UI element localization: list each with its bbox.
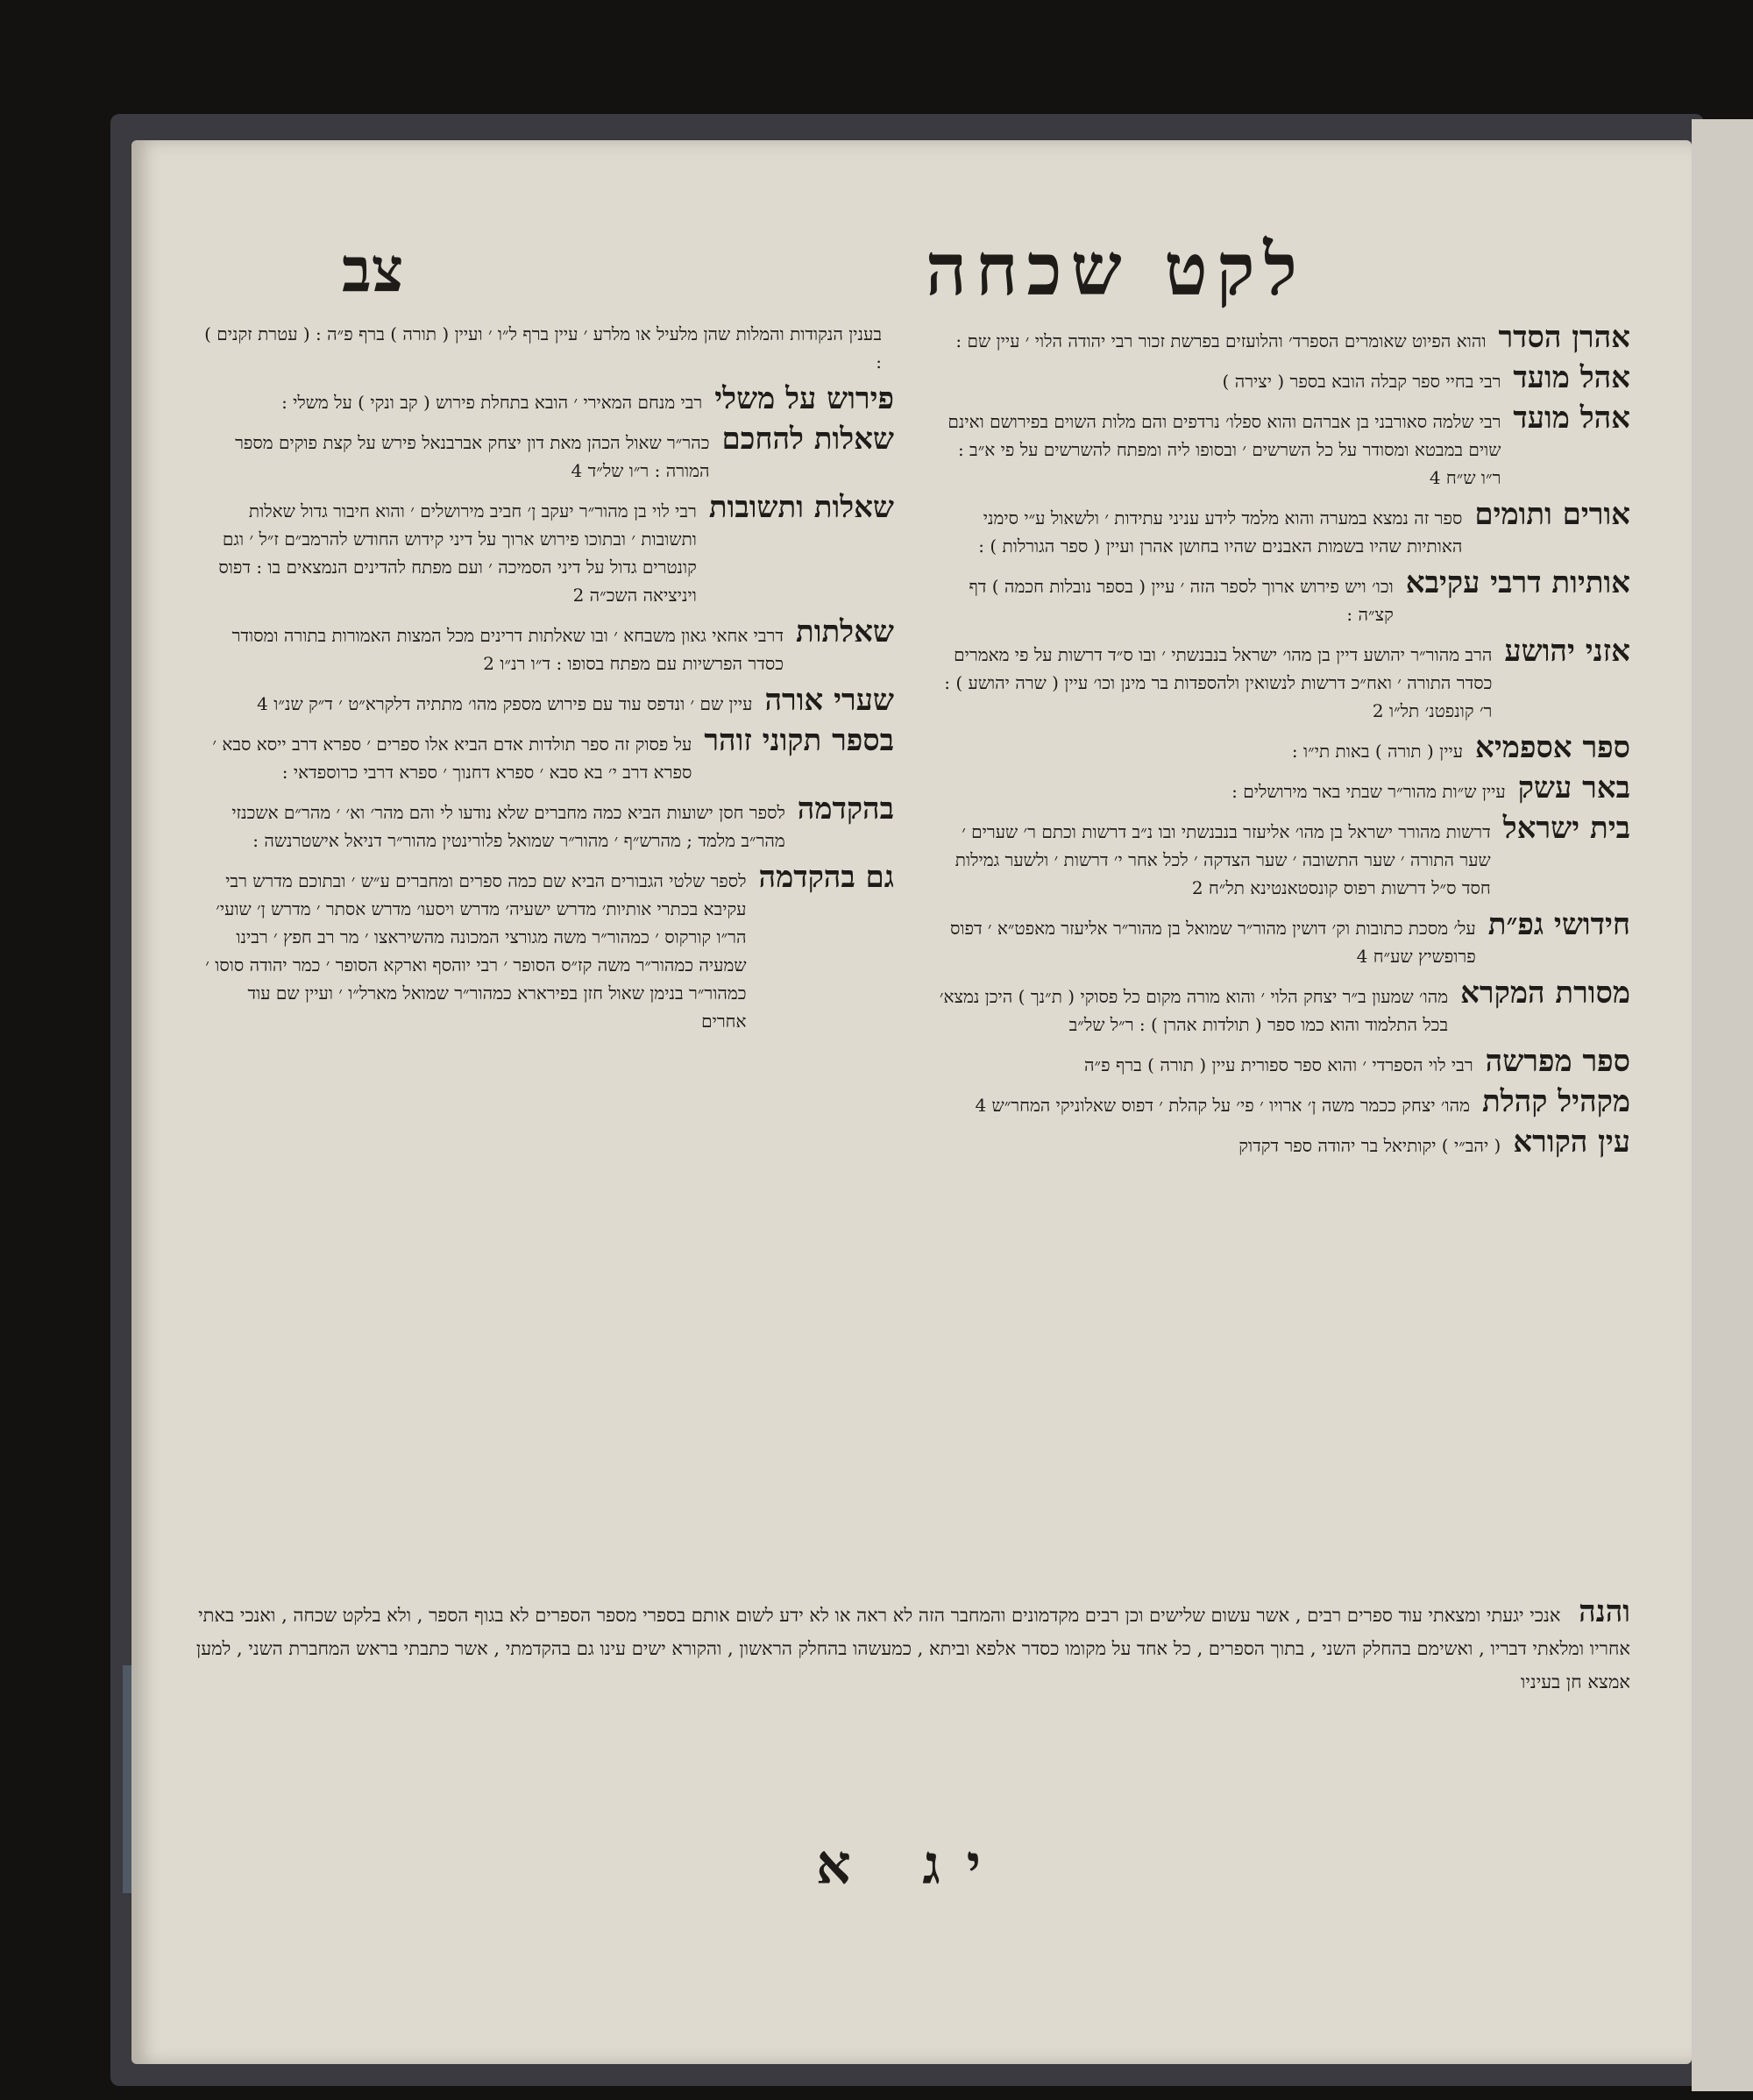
entry <box>202 490 894 609</box>
entry-term: אורים ותומים <box>1474 497 1630 532</box>
book-page <box>131 140 1692 2064</box>
entry-text: כהר״ר שאול הכהן מאת דון יצחק אברבנאל פירש על קצת פוקים מספר המורה : ר״ו של״ד 4 <box>235 432 710 481</box>
entry-text: רבי מנחם המאירי ׳ הובא בתחלת פירוש ( קב ונקי ) על משלי : <box>281 392 703 413</box>
page-number: צב <box>342 233 404 306</box>
entry <box>938 320 1630 355</box>
entry <box>202 683 894 718</box>
entry-text: עיין שם ׳ ונדפס עוד עם פירוש מספק מהו׳ מתתיה דלקרא״ט ׳ ד״ק שנ״ו 4 <box>257 693 753 714</box>
entry-text: בענין הנקודות והמלות שהן מלעיל או מלרע ׳ עיין ברף ל״ו ׳ ועיין ( תורה ) ברף פ״ה : ( עטרת זקנים ) : <box>204 323 882 372</box>
entry <box>202 422 894 485</box>
signature-mark: יג א <box>815 1833 1008 1897</box>
entry-text: ספר זה נמצא במערה והוא מלמד לידע עניני עתידות ׳ ולשאול ע״י סימני האותיות שהיו בשמות האבנים שהיו בחושן אהרן ועיין ( ספר הגורלות ) : <box>978 507 1463 557</box>
entry-term: בספר תקוני זוהר <box>704 723 894 758</box>
closing-lead-word: והנה <box>1579 1594 1630 1629</box>
entry-term: עין הקורא <box>1513 1124 1630 1160</box>
closing-text: אנכי יגעתי ומצאתי עוד ספרים רבים , אשר עשום שלישים וכן רבים מקדמונים והמחבר הזה לא ראה או לא ידע לשום אותם בספרי מספר הספרים לא בגוף הספר , ולא בלקט שכחה , ואנכי באתי אחריו ומלאתי דבריו , ואשימם בהחלק השני , בתוך הספרים , כל אחד על מקומו כסדר אלפא וביתא , כמעשהו בהחלק הראשון , והקורא ישים עינו גם בהקדמתי , אשר כתבתי בראש המחברת השני , למען אמצא חן בעיניו <box>195 1605 1630 1692</box>
entry-text: והוא הפיוט שאומרים הספרד׳ והלועזים בפרשת זכור רבי יהודה הלוי ׳ עיין שם : <box>955 330 1487 351</box>
entry-text: רבי שלמה סאורבני בן אברהם והוא ספלו׳ נרדפים והם מלות השוים בפירושם ואינם שוים במבטא ומסודר על כל השרשים ׳ ובסופו ליה ומפתח להשרשים על פי א״ב : ר״ו ש״ח 4 <box>947 411 1501 488</box>
entry <box>938 1044 1630 1079</box>
entry-term: ספר אספמיא <box>1475 730 1630 765</box>
entry <box>938 730 1630 765</box>
entry <box>938 811 1630 902</box>
entry <box>202 791 894 855</box>
entry-term: אהרן הסדר <box>1498 320 1630 355</box>
entry-text: על פסוק זה ספר תולדות אדם הביא אלו ספרים ׳ ספרא דרב ייסא סבא ׳ ספרא דרב י׳ בא סבא ׳ ספרא דחנוך ׳ ספרא דרבי כרוספדאי : <box>212 734 692 783</box>
entry-term: אהל מועד <box>1513 360 1630 395</box>
entry-term: בית ישראל <box>1502 811 1630 846</box>
entry <box>202 614 894 678</box>
entry <box>202 723 894 786</box>
entry-term: גם בהקדמה <box>758 860 894 895</box>
entry-term: שאלות להחכם <box>721 422 894 457</box>
entry-text: וכו׳ ויש פירוש ארוך לספר הזה ׳ עיין ( בספר נובלות חכמה ) דף קצ״ה : <box>969 576 1394 625</box>
left-column <box>202 320 894 1040</box>
entry <box>938 1084 1630 1119</box>
entry <box>938 907 1630 970</box>
entry-text: עיין ש״ות מהור״ר שבתי באר מירושלים : <box>1231 781 1506 802</box>
entry-term: ספר מפרשה <box>1485 1044 1630 1079</box>
entry <box>938 634 1630 725</box>
entry-text: לספר חסן ישועות הביא כמה מחברים שלא נודעו לי והם מהר׳ וא׳ ׳ מהר״ם אשכנזי מהר״ב מלמד ; מהרש״ף ׳ מהור״ר שמואל פלורינטין מהור״ר דניאל אישטרנשה : <box>231 802 785 851</box>
entry <box>202 320 894 376</box>
entry-term: אזני יהושע <box>1504 634 1630 669</box>
entry-term: מקהיל קהלת <box>1482 1084 1630 1119</box>
entry <box>938 770 1630 805</box>
entry-term: שערי אורה <box>764 683 894 718</box>
entry-term: אהל מועד <box>1513 401 1630 436</box>
entry-text: רבי בחיי ספר קבלה הובא בספר ( יצירה ) <box>1222 371 1501 392</box>
entry-text: הרב מהור״ר יהושע דיין בן מהו׳ ישראל בנבנשתי ׳ ובו ס״ד דרשות על פי מאמרים כסדר התורה ׳ ואח״כ דרשות לנשואין ולהספדות בר מינן וכו׳ עיין ( שרה יהושע ) : ר׳ קונפטנ׳ תל״ו 2 <box>944 644 1493 721</box>
entry <box>938 360 1630 395</box>
page-header <box>131 228 1692 333</box>
entry <box>938 1124 1630 1160</box>
entry <box>938 497 1630 560</box>
entry-text: לספר שלטי הגבורים הביא שם כמה ספרים ומחברים ע״ש ׳ ובתוכם מדרש רבי עקיבא בכתרי אותיות׳ מדרש ישעיה׳ מדרש ויסעו׳ מדרש אסתר ׳ מדרש ן׳ שועי׳ הר״ו קורקוס ׳ כמהור״ר משה מגורצי המכונה מהשיראצו ׳ מר רב חפץ ׳ רבינו שמעיה כמהור״ר משה קז״ס הסופר ׳ רבי יוהסף וארקא הסופר ׳ כמר יהודה סוסו ׳ כמהור״ר בנימן שאול חזן בפירארא כמהור״ר שמואל מארל״ו ׳ ועיין שם עוד אחרים <box>205 870 747 1032</box>
entry <box>202 381 894 416</box>
closing-paragraph <box>184 1595 1630 1699</box>
entry-term: בהקדמה <box>797 791 894 827</box>
entry-term: חידושי גפ״ת <box>1487 907 1630 942</box>
entry <box>938 976 1630 1039</box>
entry-text: רבי לוי בן מהור״ר יעקב ן׳ חביב מירושלים ׳ והוא חיבור גדול שאלות ותשובות ׳ ובתוכו פירוש ארוך על דיני קידוש החודש להרמב״ם ז״ל ׳ וגם קונטרים גדול על דיני הסמיכה ׳ ועם מפתח להדינים הנמצאים בו : דפוס ויניציאה השכ״ה 2 <box>218 500 697 606</box>
entry <box>938 401 1630 492</box>
entry-text: ( יהב״י ) יקותיאל בר יהודה ספר דקדוק <box>1238 1135 1501 1156</box>
entry-term: מסורת המקרא <box>1460 976 1630 1011</box>
entry-text: דרשות מהורר ישראל בן מהו׳ אליעזר בנבנשתי ובו נ״ב דרשות וכתם ר׳ שערים ׳ שער התורה ׳ שער התשובה ׳ שער הצדקה ׳ לכל אחר י׳ דרשות ׳ ולשער גמילות חסד ס״ל דרשות רפוס קונסטאנטינא תל״ח 2 <box>955 821 1491 898</box>
entry-text: על׳ מסכת כתובות וק׳ דושין מהור״ר שמואל בן מהור״ר אליעזר מאפט״א ׳ דפוס פרופשיץ שע״ח 4 <box>949 918 1476 967</box>
entry-term: אותיות דרבי עקיבא <box>1405 565 1630 600</box>
entry-term: פירוש על משלי <box>714 381 894 416</box>
entry-text: מהו׳ יצחק ככמר משה ן׳ ארויו ׳ פי׳ על קהלת ׳ דפוס שאלוניקי המחר״ש 4 <box>975 1095 1471 1116</box>
facing-page-edge <box>1692 119 1753 2091</box>
entry-term: שאלות ותשובות <box>708 490 894 525</box>
entry-text: רבי לוי הספרדי ׳ והוא ספר ספורית עיין ( תורה ) ברף פ״ה <box>1084 1054 1473 1075</box>
entry-text: דרבי אחאי גאון משבחא ׳ ובו שאלתות דרינים מכל המצות האמורות בתורה ומסודר כסדר הפרשיות עם מפתח בסופו : ד״ו רנ״ו 2 <box>231 625 784 674</box>
entry-text: מהו׳ שמעון ב״ר יצחק הלוי ׳ והוא מורה מקום כל פסוקי ( ת״נך ) היכן נמצא׳ בכל התלמוד והוא כמו ספר ( תולדות אהרן ) : ר״ל של״ב <box>939 986 1449 1035</box>
entry-term: שאלתות <box>796 614 894 649</box>
entry-text: עיין ( תורה ) באות תי״ו : <box>1291 741 1464 762</box>
running-title: לקט שכחה <box>925 228 1306 312</box>
entry <box>202 860 894 1035</box>
entry-term: באר עשק <box>1517 770 1630 805</box>
entry <box>938 565 1630 628</box>
right-column <box>938 320 1630 1165</box>
